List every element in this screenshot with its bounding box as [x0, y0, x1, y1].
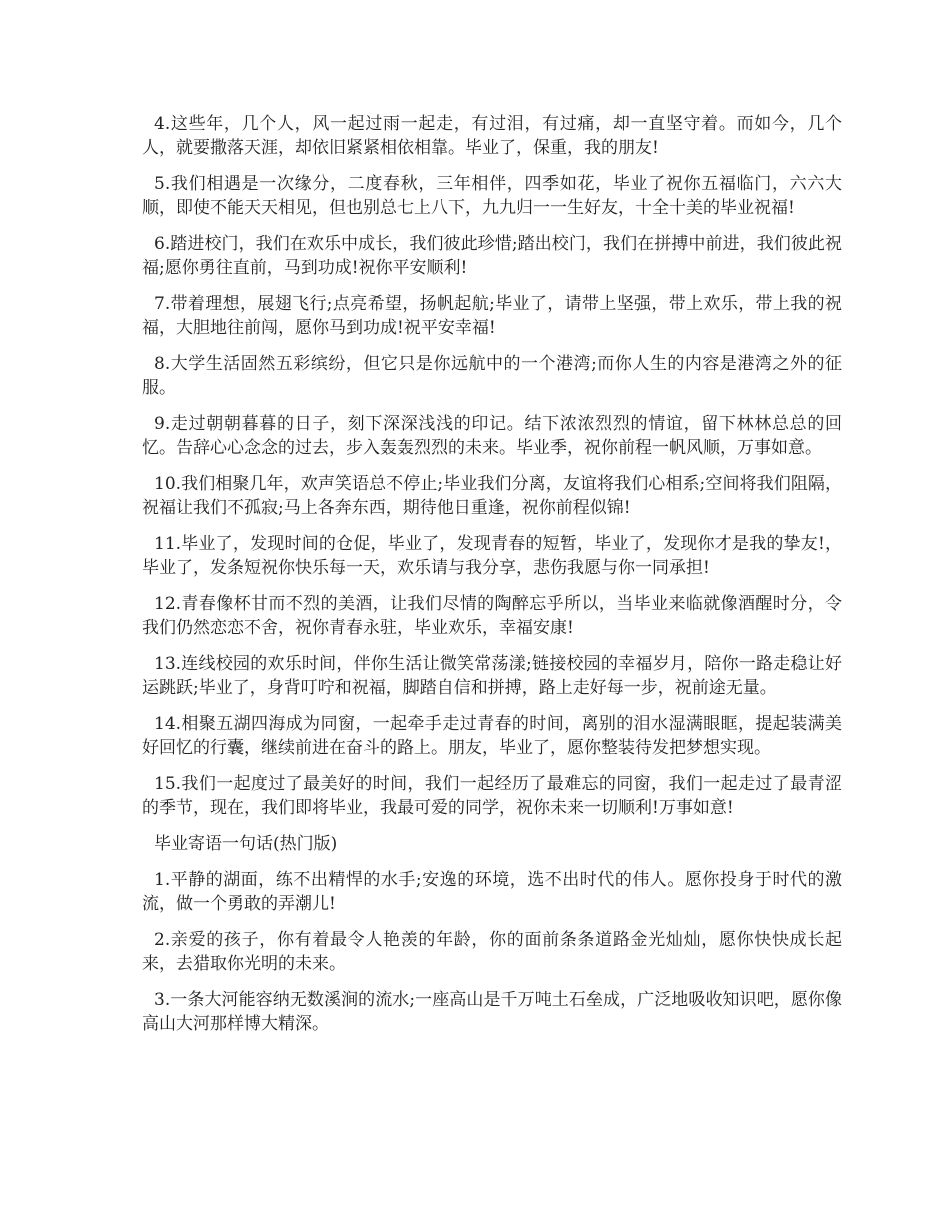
- paragraph-15: 15.我们一起度过了最美好的时间，我们一起经历了最难忘的同窗，我们一起走过了最青涩的季节，现在，我们即将毕业，我最可爱的同学，祝你未来一切顺利!万事如意!: [142, 774, 842, 818]
- paragraph-5: 5.我们相遇是一次缘分，二度春秋，三年相伴，四季如花，毕业了祝你五福临门，六六大顺，即使不能天天相见，但也别总七上八下，九九归一一生好友，十全十美的毕业祝福!: [142, 174, 842, 218]
- paragraph-6: 6.踏进校门，我们在欢乐中成长，我们彼此珍惜;踏出校门，我们在拼搏中前进，我们彼此祝福;愿你勇往直前，马到功成!祝你平安顺利!: [142, 234, 842, 278]
- paragraph-7: 7.带着理想，展翅飞行;点亮希望，扬帆起航;毕业了，请带上坚强，带上欢乐，带上我的祝福，大胆地往前闯，愿你马到功成!祝平安幸福!: [142, 294, 842, 338]
- paragraph-8: 8.大学生活固然五彩缤纷，但它只是你远航中的一个港湾;而你人生的内容是港湾之外的征服。: [142, 354, 842, 398]
- paragraph-10: 10.我们相聚几年，欢声笑语总不停止;毕业我们分离，友谊将我们心相系;空间将我们阻隔，祝福让我们不孤寂;马上各奔东西，期待他日重逢，祝你前程似锦!: [142, 474, 842, 518]
- paragraph-9: 9.走过朝朝暮暮的日子，刻下深深浅浅的印记。结下浓浓烈烈的情谊，留下林林总总的回忆。告辞心心念念的过去，步入轰轰烈烈的未来。毕业季，祝你前程一帆风顺，万事如意。: [142, 414, 842, 458]
- paragraph-13: 13.连线校园的欢乐时间，伴你生活让微笑常荡漾;链接校园的幸福岁月，陪你一路走稳让好运跳跃;毕业了，身背叮咛和祝福，脚踏自信和拼搏，路上走好每一步，祝前途无量。: [142, 654, 842, 698]
- paragraph-4: 4.这些年，几个人，风一起过雨一起走，有过泪，有过痛，却一直坚守着。而如今，几个人，就要撒落天涯，却依旧紧紧相依相靠。毕业了，保重，我的朋友!: [142, 114, 842, 158]
- document-page: [142, 112, 842, 1048]
- hot-paragraph-1: 1.平静的湖面，练不出精悍的水手;安逸的环境，选不出时代的伟人。愿你投身于时代的激流，做一个勇敢的弄潮儿!: [142, 870, 842, 914]
- paragraph-14: 14.相聚五湖四海成为同窗，一起牵手走过青春的时间，离别的泪水湿满眼眶，提起装满美好回忆的行囊，继续前进在奋斗的路上。朋友，毕业了，愿你整装待发把梦想实现。: [142, 714, 842, 758]
- paragraph-11: 11.毕业了，发现时间的仓促，毕业了，发现青春的短暂，毕业了，发现你才是我的挚友!，毕业了，发条短祝你快乐每一天，欢乐请与我分享，悲伤我愿与你一同承担!: [142, 534, 842, 578]
- paragraph-12: 12.青春像杯甘而不烈的美酒，让我们尽情的陶醉忘乎所以，当毕业来临就像酒醒时分，令我们仍然恋恋不舍，祝你青春永驻，毕业欢乐，幸福安康!: [142, 594, 842, 638]
- hot-paragraph-3: 3.一条大河能容纳无数溪涧的流水;一座高山是千万吨土石垒成，广泛地吸收知识吧，愿你像高山大河那样博大精深。: [142, 990, 842, 1034]
- hot-paragraph-2: 2.亲爱的孩子，你有着最令人艳羡的年龄，你的面前条条道路金光灿灿，愿你快快成长起来，去猎取你光明的未来。: [142, 930, 842, 974]
- section-heading: 毕业寄语一句话(热门版): [154, 834, 338, 854]
